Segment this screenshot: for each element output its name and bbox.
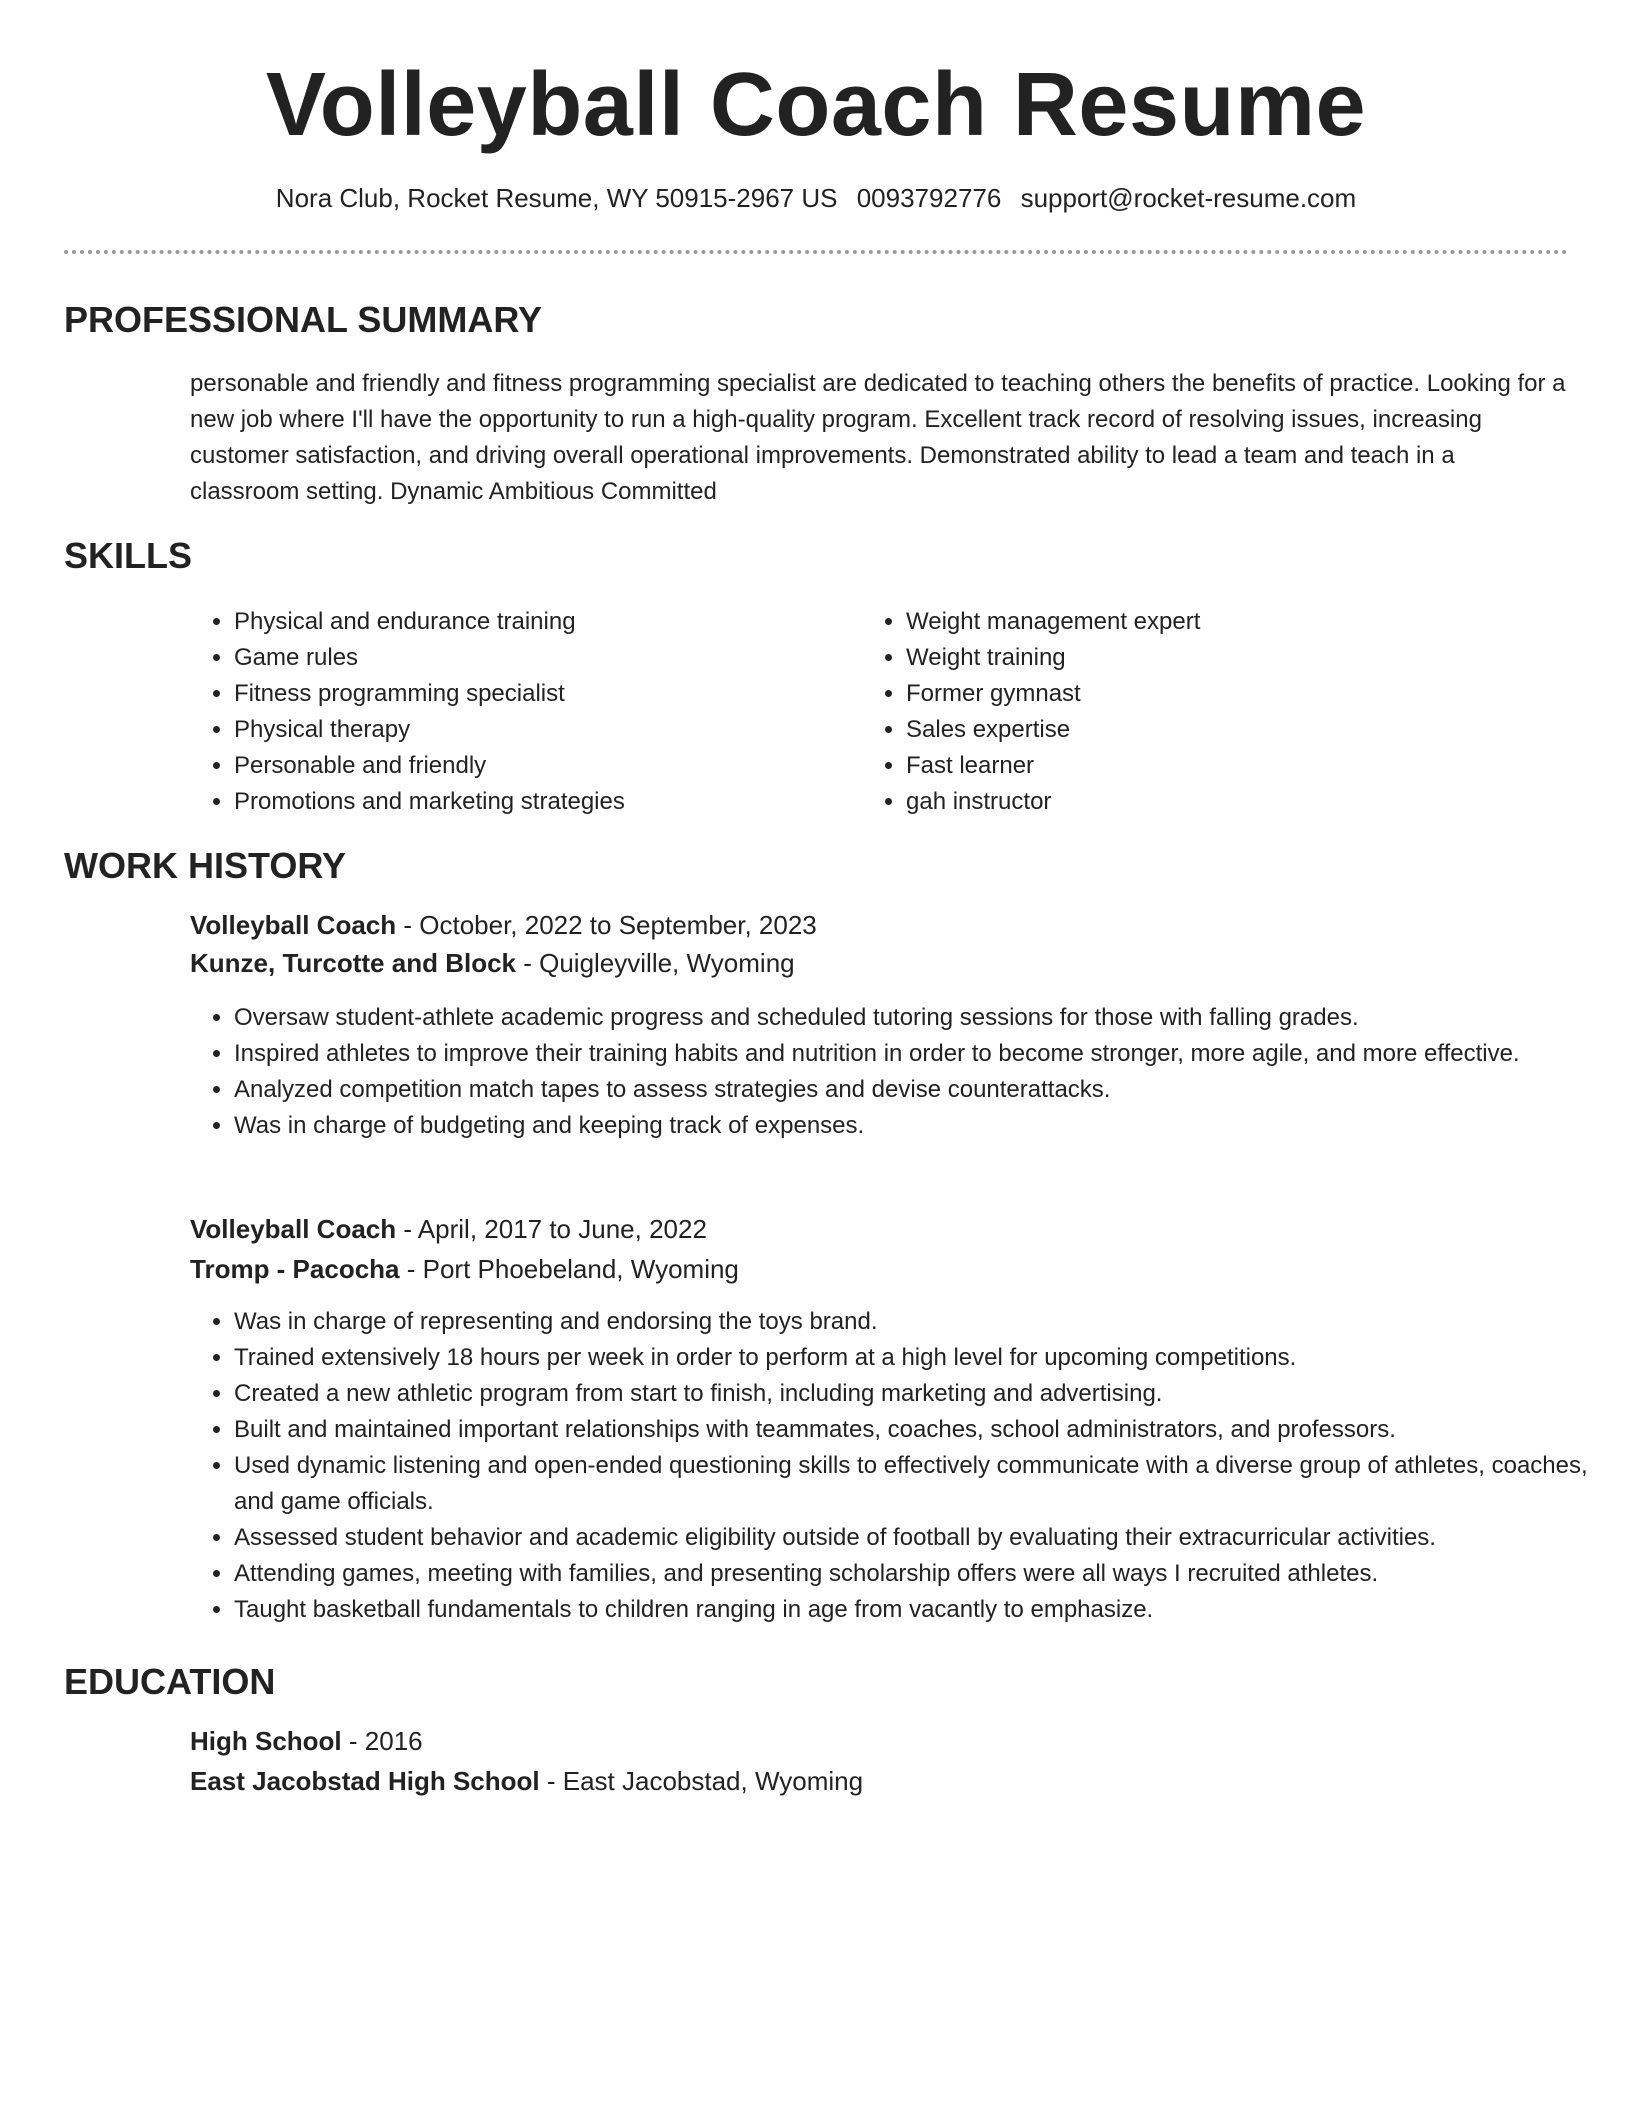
skill-item: • Promotions and marketing strategies (234, 784, 834, 820)
job-company: Kunze, Turcotte and Block (190, 948, 516, 978)
education-heading: EDUCATION (64, 1661, 276, 1702)
skill-item: • Sales expertise (906, 712, 1506, 748)
job-location: - Port Phoebeland, Wyoming (399, 1254, 739, 1284)
skills-list-right (862, 604, 1506, 820)
skill-item: • Physical and endurance training (234, 604, 834, 640)
skill-item: • Personable and friendly (234, 748, 834, 784)
job-bullet: • Assessed student behavior and academic eligibility outside of football by evaluating their extracurricular activities. (234, 1520, 1614, 1556)
skill-item: • Fitness programming specialist (234, 676, 834, 712)
education-school: East Jacobstad High School (190, 1766, 540, 1796)
skill-item: • Physical therapy (234, 712, 834, 748)
skill-item: • Former gymnast (906, 676, 1506, 712)
job-bullet: • Was in charge of budgeting and keeping track of expenses. (234, 1108, 1614, 1144)
header-divider (64, 250, 1568, 254)
job-bullet: • Built and maintained important relationships with teammates, coaches, school administrators, and professors. (234, 1412, 1614, 1448)
job-bullets (190, 1304, 1614, 1628)
job-bullet: • Oversaw student-athlete academic progress and scheduled tutoring sessions for those with falling grades. (234, 1000, 1614, 1036)
skills-list-left (190, 604, 834, 820)
job-bullets (190, 1000, 1614, 1144)
education-location: - East Jacobstad, Wyoming (539, 1766, 864, 1796)
skill-item: • gah instructor (906, 784, 1506, 820)
job-title: Volleyball Coach (190, 910, 397, 940)
job-title-line (190, 1210, 707, 1248)
work-history-heading: WORK HISTORY (64, 845, 347, 886)
job-company: Tromp - Pacocha (190, 1254, 400, 1284)
summary-text: personable and friendly and fitness programming specialist are dedicated to teaching others the benefits of practice. Looking for a new job where I'll have the opportunity to run a high-quality program. Excellent track record of resolving issues, increasing customer satisfaction, and driving overall operational improvements. Demonstrated ability to lead a team and teach in a classroom setting. Dynamic Ambitious Committed (190, 370, 1566, 505)
job-bullet: • Inspired athletes to improve their training habits and nutrition in order to become stronger, more agile, and more effective. (234, 1036, 1614, 1072)
job-bullet: • Was in charge of representing and endorsing the toys brand. (234, 1304, 1614, 1340)
contact-email: support@rocket-resume.com (1020, 183, 1357, 213)
skill-item: • Game rules (234, 640, 834, 676)
job-bullet: • Used dynamic listening and open-ended questioning skills to effectively communicate with a diverse group of athletes, coaches, and game officials. (234, 1448, 1614, 1520)
skill-item: • Weight management expert (906, 604, 1506, 640)
contact-phone: 0093792776 (856, 183, 1002, 213)
job-bullet: • Created a new athletic program from start to finish, including marketing and advertising. (234, 1376, 1614, 1412)
job-bullet: • Attending games, meeting with families, and presenting scholarship offers were all ways I recruited athletes. (234, 1556, 1614, 1592)
skill-item: • Weight training (906, 640, 1506, 676)
job-bullet: • Analyzed competition match tapes to assess strategies and devise counterattacks. (234, 1072, 1614, 1108)
job-title: Volleyball Coach (190, 1214, 397, 1244)
job-dates: - April, 2017 to June, 2022 (396, 1214, 707, 1244)
job-bullet: • Trained extensively 18 hours per week in order to perform at a high level for upcoming competitions. (234, 1340, 1614, 1376)
skills-heading: SKILLS (64, 535, 193, 576)
skill-item: • Fast learner (906, 748, 1506, 784)
education-year: - 2016 (341, 1726, 423, 1756)
education-degree: High School (190, 1726, 342, 1756)
contact-line (0, 180, 1632, 216)
job-bullet: • Taught basketball fundamentals to children ranging in age from vacantly to emphasize. (234, 1592, 1614, 1628)
page-title: Volleyball Coach Resume (265, 55, 1367, 155)
contact-address: Nora Club, Rocket Resume, WY 50915-2967 US (275, 183, 838, 213)
education-school-line (190, 1762, 863, 1800)
job-dates: - October, 2022 to September, 2023 (396, 910, 817, 940)
job-company-line (190, 1250, 739, 1288)
job-company-line (190, 944, 795, 982)
job-title-line (190, 906, 817, 944)
job-location: - Quigleyville, Wyoming (516, 948, 795, 978)
education-degree-line (190, 1722, 423, 1760)
summary-heading: PROFESSIONAL SUMMARY (64, 299, 543, 340)
